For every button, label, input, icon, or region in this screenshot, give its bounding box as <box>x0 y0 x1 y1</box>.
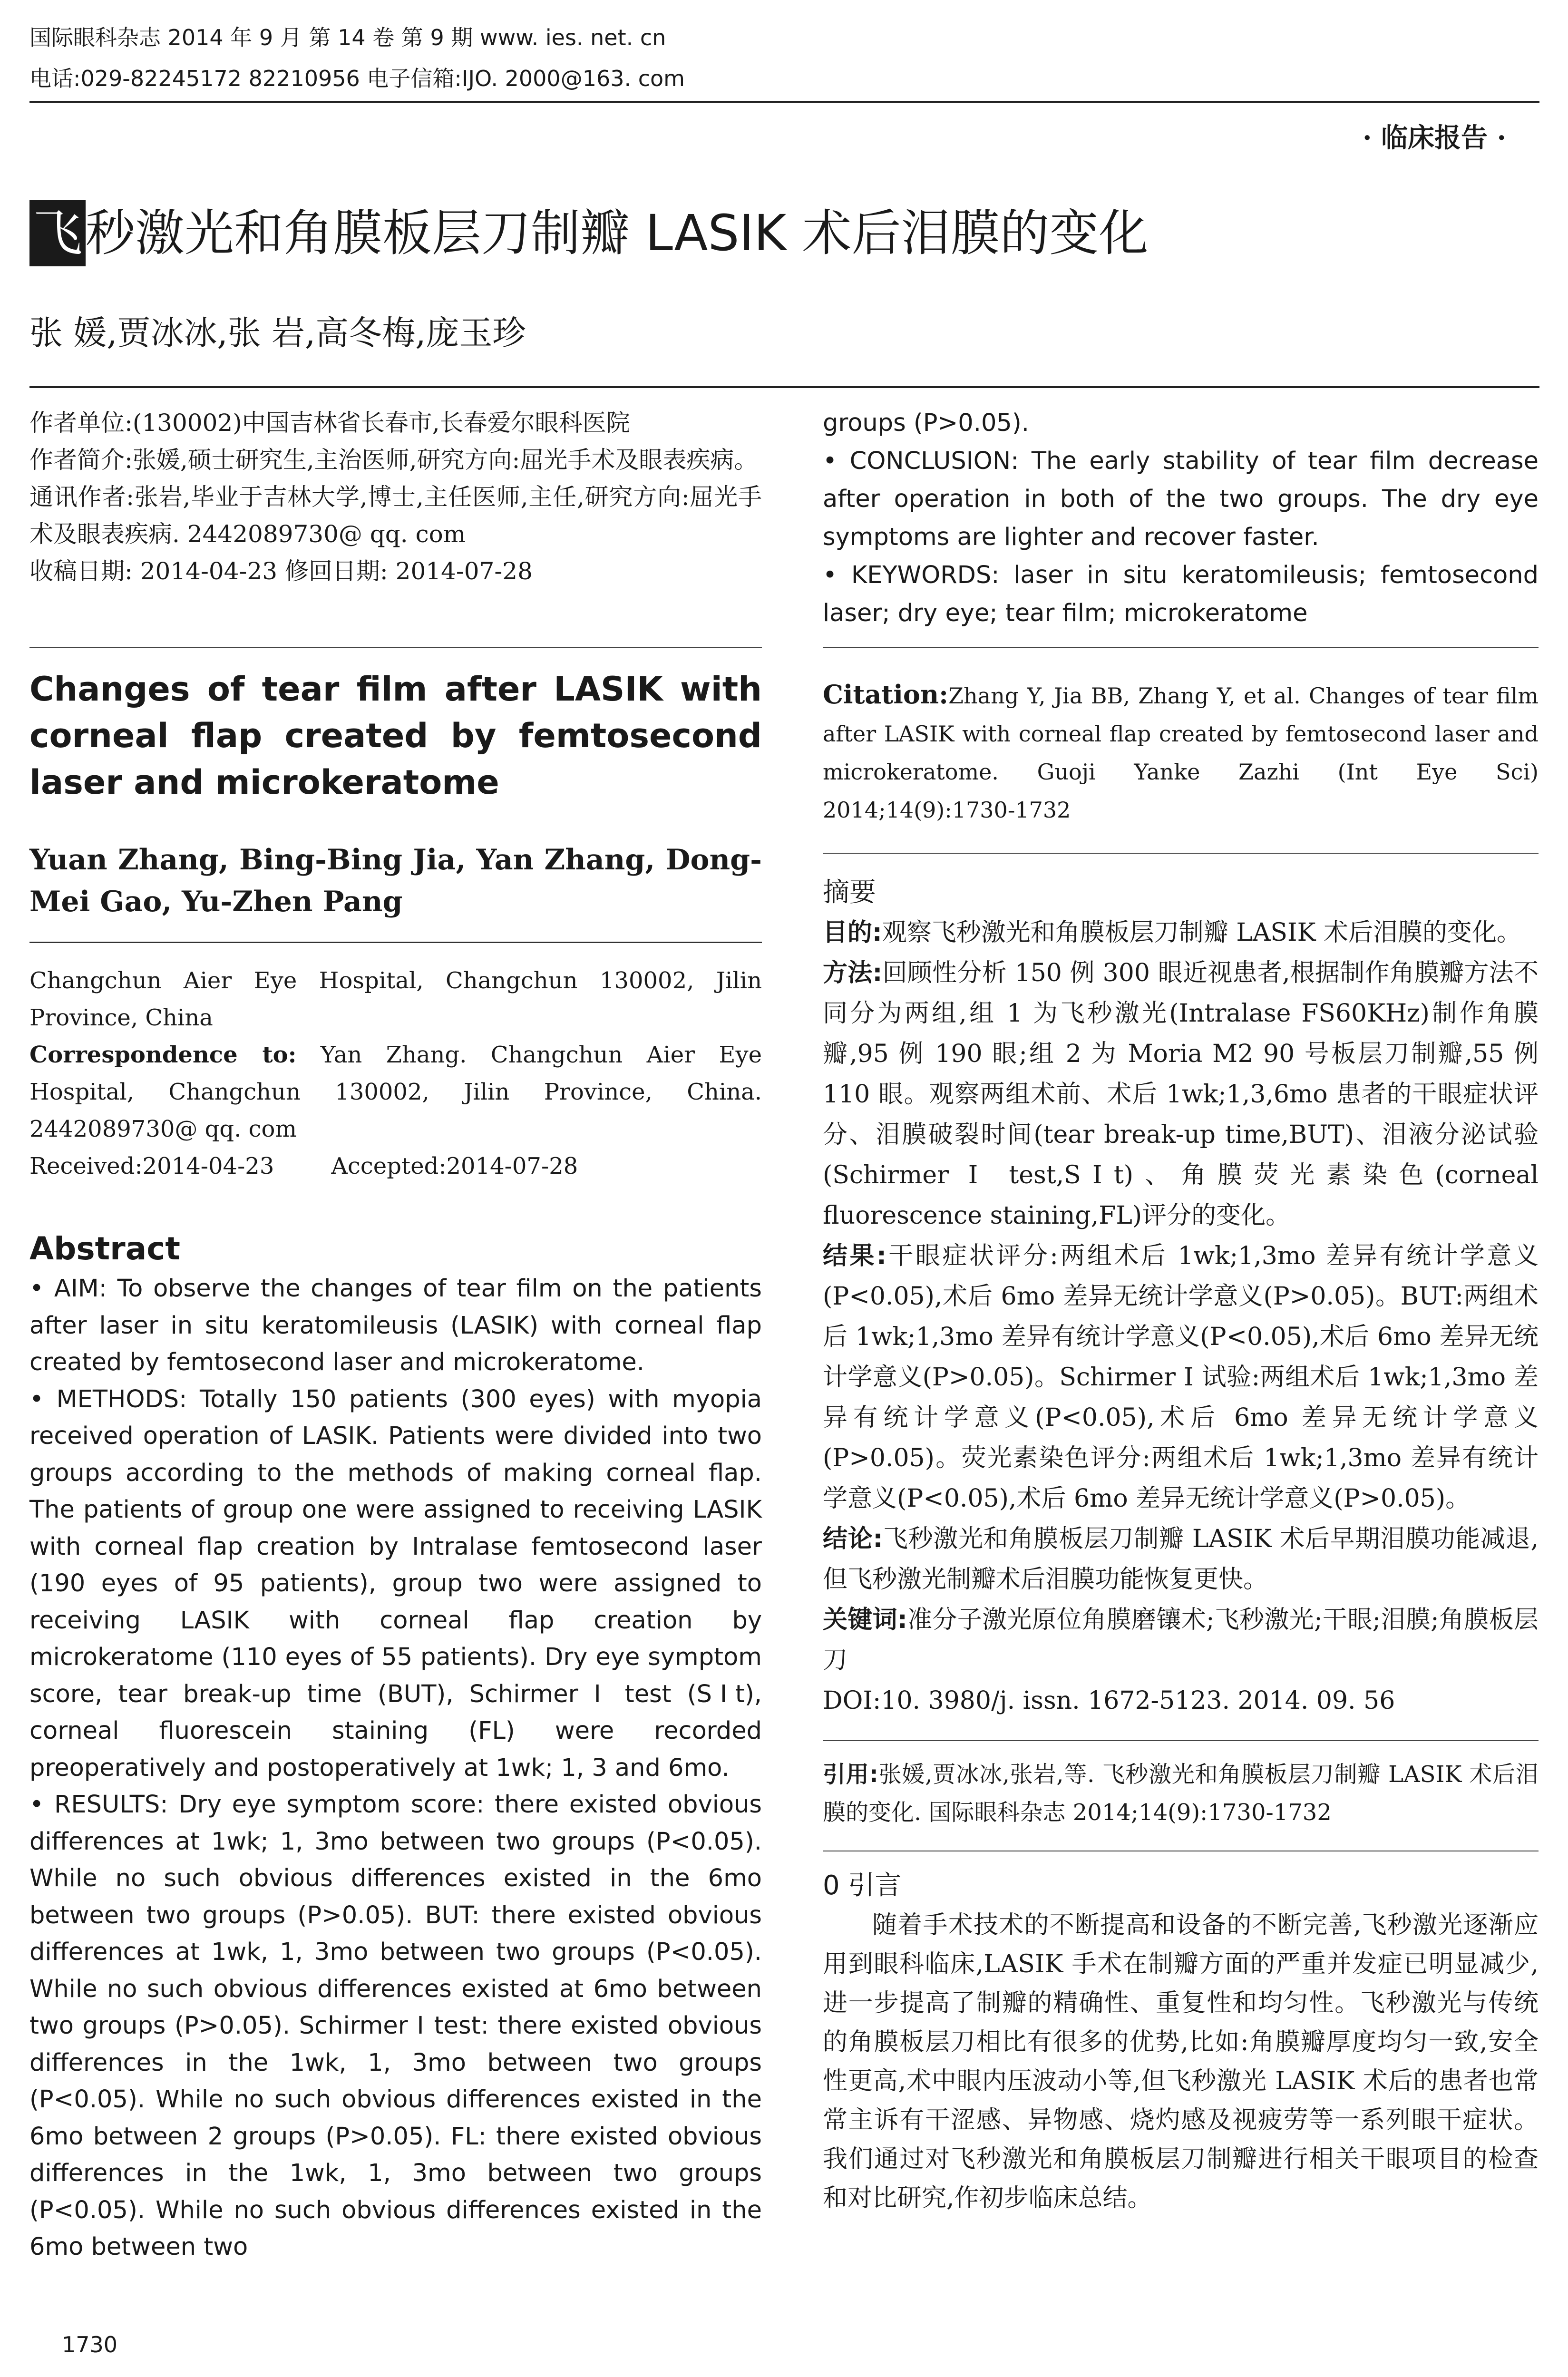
conclusion-text: The early stability of tear film decrease after operation in both of the two groups. The dry eye symptoms are lighter and recover faster. <box>823 447 1539 551</box>
right-column <box>823 404 1539 633</box>
affil-rule <box>29 942 762 943</box>
methods-label: • METHODS: <box>29 1385 187 1413</box>
keywords-label: • KEYWORDS: <box>823 561 1000 589</box>
results-label: • RESULTS: <box>29 1791 168 1819</box>
intro-heading: 0 引言 <box>823 1870 902 1901</box>
correspondence-text: Yan Zhang. Changchun Aier Eye Hospital, Changchun 130002, Jilin Province, China. 2442089730@ qq. com <box>29 1042 762 1142</box>
cn-aim-label: 目的: <box>823 918 882 947</box>
citation-block <box>823 675 1539 829</box>
english-dates <box>29 1148 762 1185</box>
cn-citation <box>823 1755 1539 1831</box>
cn-citation-text: 张媛,贾冰冰,张岩,等. 飞秒激光和角膜板层刀制瓣 LASIK 术后泪膜的变化. 国际眼科杂志 2014;14(9):1730-1732 <box>823 1761 1539 1826</box>
results-continued: groups (P>0.05). <box>823 409 1029 437</box>
abstract-results <box>29 1786 762 2266</box>
authors-cn: 张 媛,贾冰冰,张 岩,高冬梅,庞玉珍 <box>29 313 526 352</box>
journal-header-line1: 国际眼科杂志 2014 年 9 月 第 14 卷 第 9 期 www. ies. net. cn <box>29 25 666 50</box>
results-text: Dry eye symptom score: there existed obvious differences at 1wk; 1, 3mo between two groups (P<0.05). While no such obvious differences existed in the 6mo between two groups (P>0.05). BUT: there existed obvious differences at 1wk, 1, 3mo between two groups (P<0.05). While no such obvious differences existed at 6mo between two groups (P>0.05). Schirmer Ⅰ test: there existed obvious differences in the 1wk, 1, 3mo between two groups (P<0.05). While no such obvious differences existed in the 6mo between 2 groups (P>0.05). FL: there existed obvious differences in the 1wk, 1, 3mo between two groups (P<0.05). While no such obvious differences existed in the 6mo between two <box>29 1791 762 2261</box>
journal-header-line2: 电话:029-82245172 82210956 电子信箱:IJO. 2000@163. com <box>29 66 685 91</box>
correspondence-cn: 通讯作者:张岩,毕业于吉林大学,博士,主任医师,主任,研究方向:屈光手术及眼表疾病. 2442089730@ qq. com <box>29 483 762 548</box>
article-title <box>29 200 1148 266</box>
cn-conclusion-text: 飞秒激光和角膜板层刀制瓣 LASIK 术后早期泪膜功能减退,但飞秒激光制瓣术后泪膜功能恢复更快。 <box>823 1525 1539 1594</box>
abstract-body <box>29 1270 762 2266</box>
abstract-heading: Abstract <box>29 1230 180 1267</box>
english-authors: Yuan Zhang, Bing-Bing Jia, Yan Zhang, Dong-Mei Gao, Yu-Zhen Pang <box>29 843 762 918</box>
affiliation-block <box>29 404 762 590</box>
cn-keywords-text: 准分子激光原位角膜磨镶术;飞秒激光;干眼;泪膜;角膜板层刀 <box>823 1606 1539 1675</box>
abstract-conclusion <box>823 442 1539 556</box>
title-text: 秒激光和角膜板层刀制瓣 LASIK 术后泪膜的变化 <box>86 204 1149 262</box>
aim-label: • AIM: <box>29 1275 107 1303</box>
accepted-date: Accepted:2014-07-28 <box>331 1153 578 1179</box>
english-title: Changes of tear film after LASIK with corneal flap created by femtosecond laser and microkeratome <box>29 670 762 802</box>
citation-label: Citation: <box>823 679 949 710</box>
cn-results-text: 干眼症状评分:两组术后 1wk;1,3mo 差异有统计学意义(P<0.05),术后 6mo 差异无统计学意义(P>0.05)。BUT:两组术后 1wk;1,3mo 差异有统计学意义(P<0.05),术后 6mo 差异无统计学意义(P>0.05)。Schirmer Ⅰ 试验:两组术后 1wk;1,3mo 差异有统计学意义(P<0.05),术后 6mo 差异无统计学意义(P>0.05)。荧光素染色评分:两组术后 1wk;1,3mo 差异有统计学意义(P<0.05),术后 6mo 差异无统计学意义(P>0.05)。 <box>823 1242 1539 1513</box>
page-number: 1730 <box>62 2332 118 2358</box>
right-divider-top <box>823 647 1539 648</box>
abstract-aim <box>29 1270 762 1381</box>
section-tag: · 临床报告 · <box>1363 122 1506 154</box>
title-first-char: 飞 <box>29 200 86 266</box>
header-rule <box>29 101 1539 103</box>
authors-rule <box>29 386 1539 388</box>
english-correspondence <box>29 1036 762 1148</box>
cn-keywords <box>823 1600 1539 1681</box>
left-column-en <box>29 666 762 2266</box>
doi: DOI:10. 3980/j. issn. 1672-5123. 2014. 09. 56 <box>823 1686 1395 1715</box>
cn-aim-text: 观察飞秒激光和角膜板层刀制瓣 LASIK 术后泪膜的变化。 <box>882 918 1521 947</box>
doi-rule <box>823 1740 1539 1741</box>
methods-text: Totally 150 patients (300 eyes) with myopia received operation of LASIK. Patients were divided into two groups according to the methods of making corneal flap. The patients of group one were assigned to receiving LASIK with corneal flap creation by Intralase femtosecond laser (190 eyes of 95 patients), group two were assigned to receiving LASIK with corneal flap creation by microkeratome (110 eyes of 55 patients). Dry eye symptom score, tear break-up time (BUT), Schirmer Ⅰ test (SⅠt), corneal fluorescein staining (FL) were recorded preoperatively and postoperatively at 1wk; 1, 3 and 6mo. <box>29 1385 762 1782</box>
english-affiliation: Changchun Aier Eye Hospital, Changchun 130002, Jilin Province, China <box>29 967 762 1031</box>
cn-results <box>823 1236 1539 1519</box>
abstract-methods <box>29 1381 762 1787</box>
author-bio-cn: 作者简介:张媛,硕士研究生,主治医师,研究方向:屈光手术及眼表疾病。 <box>29 446 758 474</box>
citation-text: Zhang Y, Jia BB, Zhang Y, et al. Changes of tear film after LASIK with corneal flap created by femtosecond laser and microkeratome. Guoji Yanke Zazhi (Int Eye Sci) 2014;14(9):1730-1732 <box>823 683 1539 823</box>
right-column-lower <box>823 675 1539 2218</box>
cn-results-label: 结果: <box>823 1242 886 1270</box>
zhaiyao-heading: 摘要 <box>823 877 876 908</box>
english-affiliation-block <box>29 962 762 1185</box>
cn-aim <box>823 913 1539 953</box>
citation-rule <box>823 853 1539 854</box>
received-date: Received:2014-04-23 <box>29 1153 274 1179</box>
conclusion-label: • CONCLUSION: <box>823 447 1019 475</box>
cn-citation-label: 引用: <box>823 1761 878 1788</box>
cn-conclusion-label: 结论: <box>823 1525 883 1553</box>
aim-text: To observe the changes of tear film on the patients after laser in situ keratomileusis (LASIK) with corneal flap created by femtosecond laser and microkeratome. <box>29 1275 762 1376</box>
keywords-text: laser in situ keratomileusis; femtosecond laser; dry eye; tear film; microkeratome <box>823 561 1539 627</box>
affiliation-cn: 作者单位:(130002)中国吉林省长春市,长春爱尔眼科医院 <box>29 409 630 437</box>
cn-conclusion <box>823 1519 1539 1600</box>
left-column <box>29 404 762 590</box>
left-divider-top <box>29 647 762 648</box>
cn-methods-label: 方法: <box>823 959 883 987</box>
abstract-continued <box>823 404 1539 633</box>
cn-methods <box>823 953 1539 1236</box>
dates-cn: 收稿日期: 2014-04-23 修回日期: 2014-07-28 <box>29 557 533 585</box>
cn-methods-text: 回顾性分析 150 例 300 眼近视患者,根据制作角膜瓣方法不同分为两组,组 1 为飞秒激光(Intralase FS60KHz)制作角膜瓣,95 例 190 眼;组 2 为 Moria M2 90 号板层刀制瓣,55 例 110 眼。观察两组术前、术后 1wk;1,3,6mo 患者的干眼症状评分、泪膜破裂时间(tear break-up time,BUT)、泪液分泌试验(Schirmer Ⅰ test,SⅠt)、角膜荧光素染色(corneal fluorescence staining,FL)评分的变化。 <box>823 959 1539 1230</box>
abstract-keywords <box>823 556 1539 633</box>
intro-text: 随着手术技术的不断提高和设备的不断完善,飞秒激光逐渐应用到眼科临床,LASIK 手术在制瓣方面的严重并发症已明显减少,进一步提高了制瓣的精确性、重复性和均匀性。飞秒激光与传统的角膜板层刀相比有很多的优势,比如:角膜瓣厚度均匀一致,安全性更高,术中眼内压波动小等,但飞秒激光 LASIK 术后的患者也常常主诉有干涩感、异物感、烧灼感及视疲劳等一系列眼干症状。我们通过对飞秒激光和角膜板层刀制瓣进行相关干眼项目的检查和对比研究,作初步临床总结。 <box>823 1911 1539 2212</box>
correspondence-label: Correspondence to: <box>29 1042 297 1068</box>
chinese-abstract <box>823 913 1539 1721</box>
cn-keywords-label: 关键词: <box>823 1606 907 1634</box>
